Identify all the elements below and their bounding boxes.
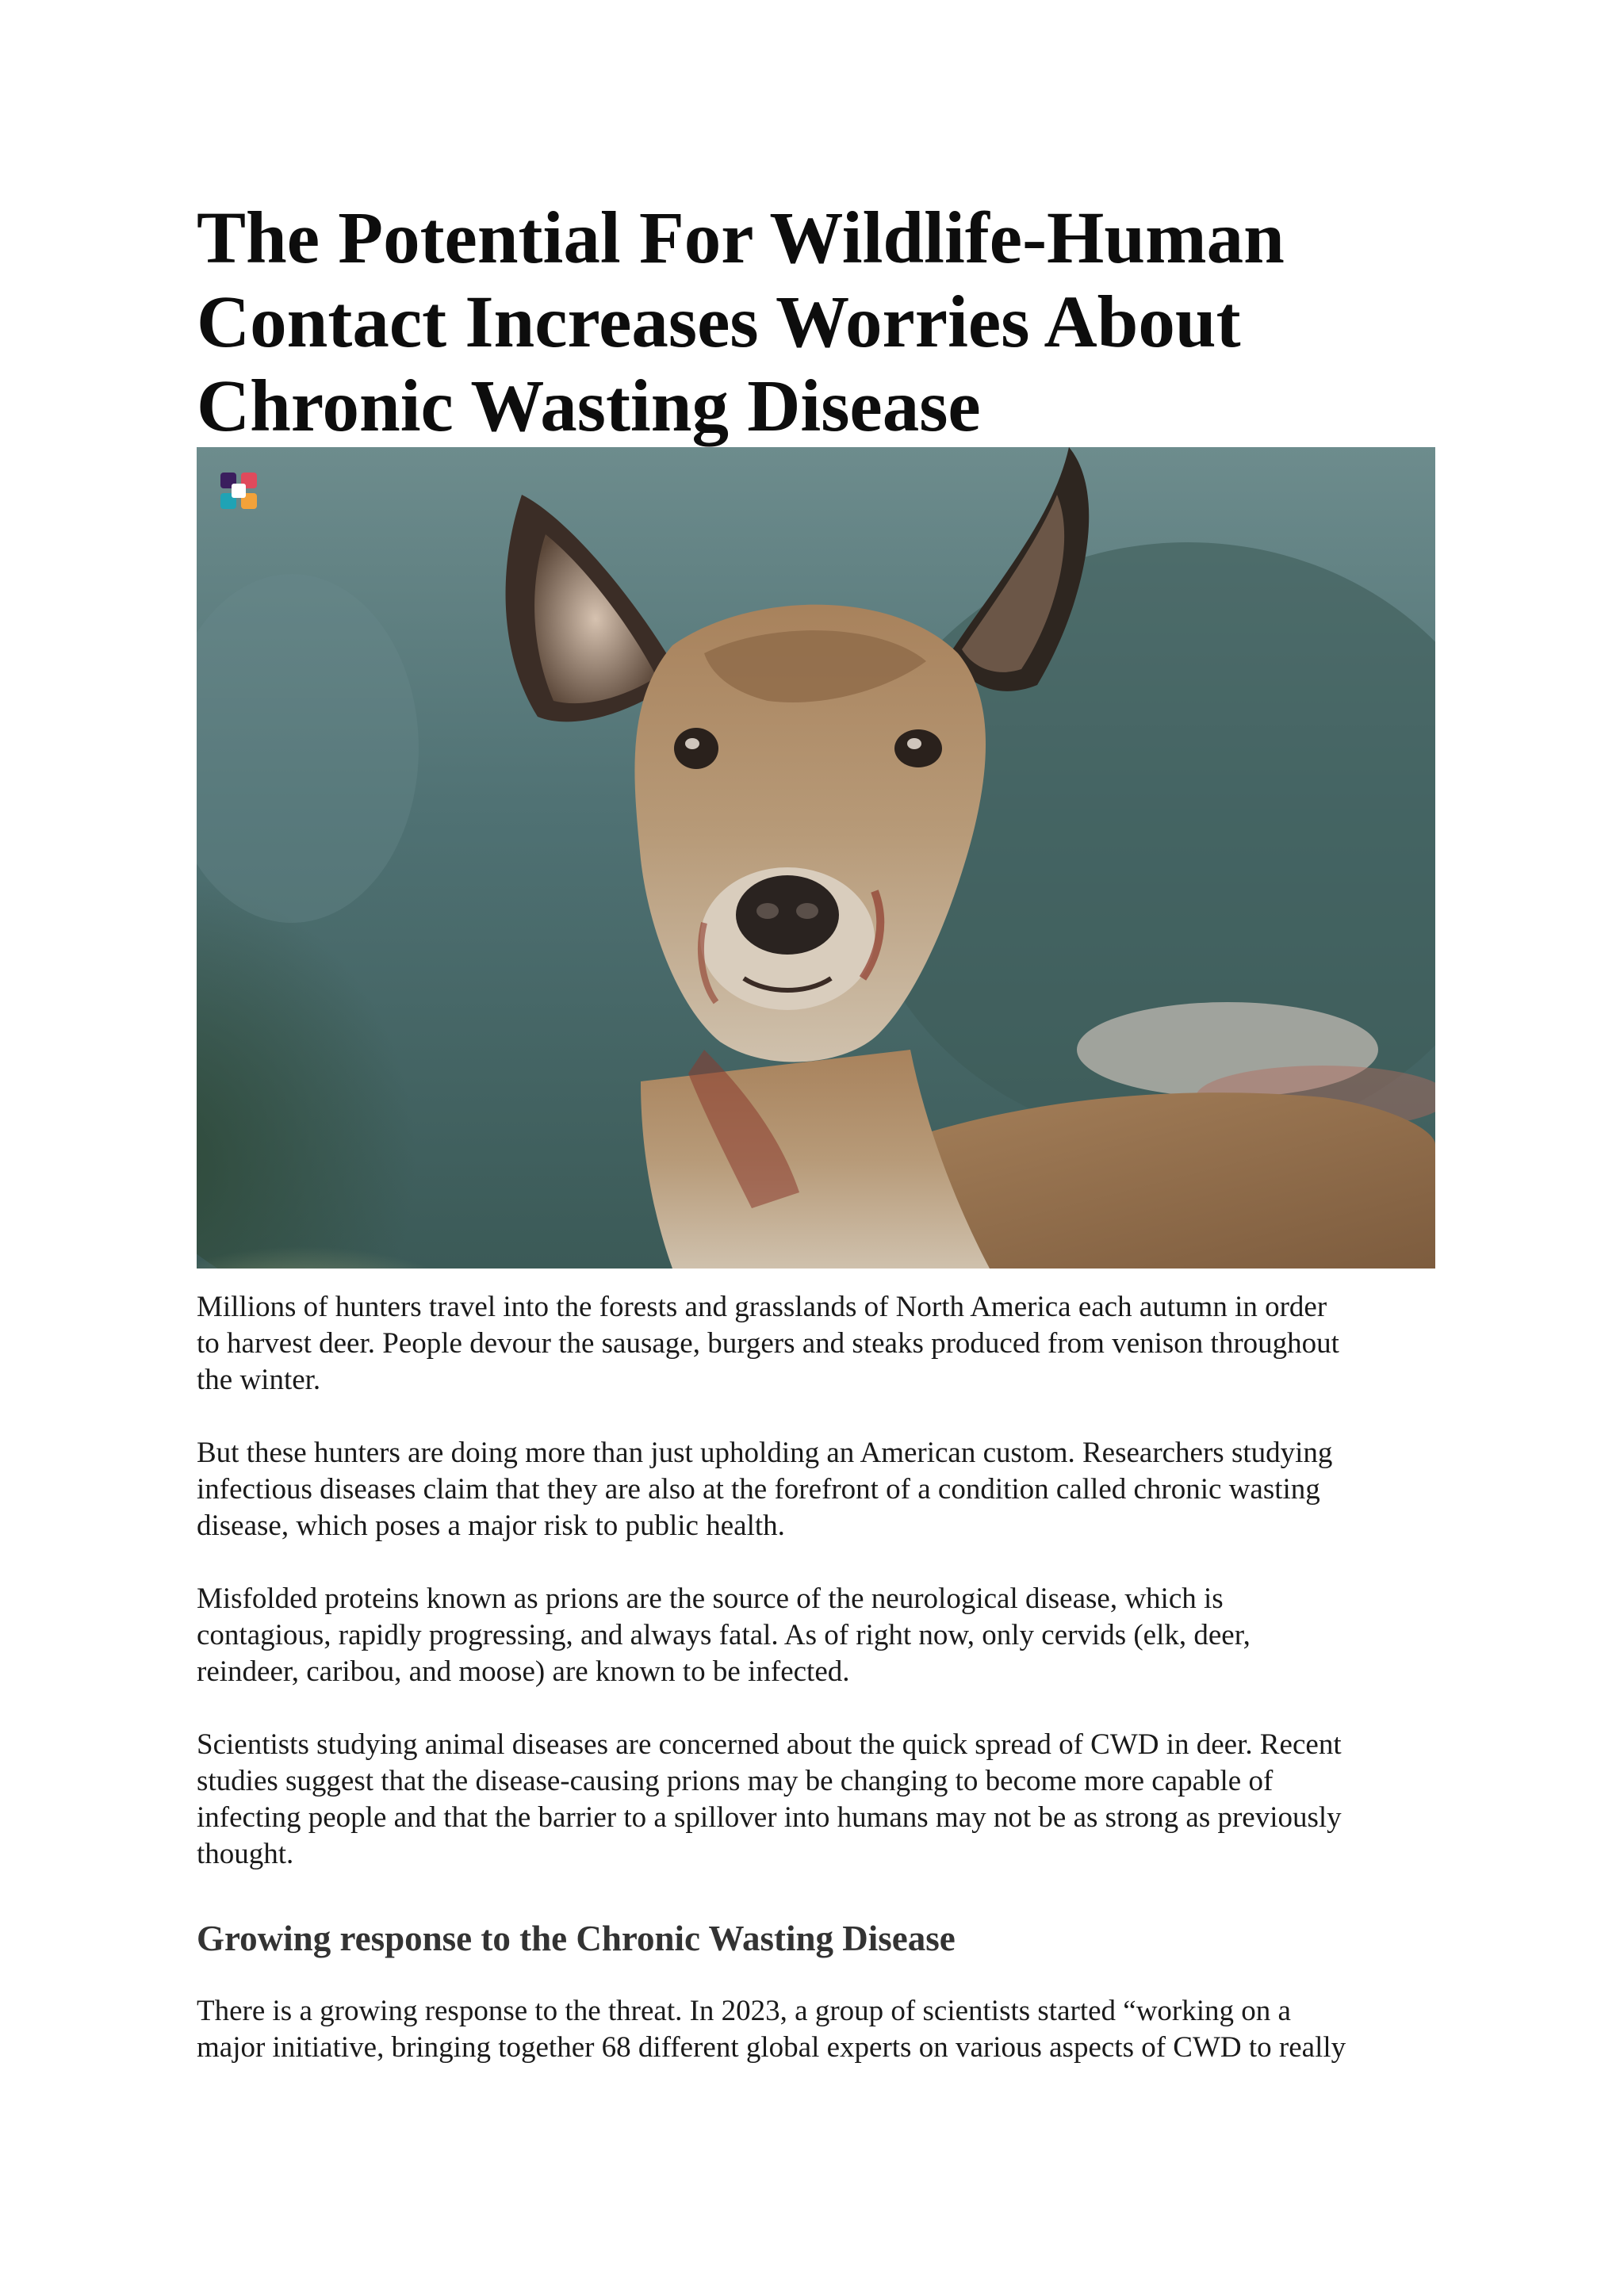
paragraph-2: But these hunters are doing more than just upholding an American custom. Researchers studying infectious diseases claim that they are also at the forefront of a condition called chronic wasting disease, which poses a major risk to public health.: [197, 1437, 1333, 1542]
article-body: [197, 1289, 1435, 2103]
hero-image: [197, 447, 1435, 1269]
section-heading: Growing response to the Chronic Wasting Disease: [197, 1919, 956, 1958]
paragraph-1: Millions of hunters travel into the forests and grasslands of North America each autumn in order to harvest deer. People devour the sausage, burgers and steaks produced from venison throughout the winter.: [197, 1291, 1339, 1396]
brand-logo-icon: [216, 468, 262, 514]
paragraph-4: Scientists studying animal diseases are concerned about the quick spread of CWD in deer. Recent studies suggest that the disease-causing prions may be changing to become more capable of infecting people and that the barrier to a spillover into humans may not be as strong as previously thought.: [197, 1728, 1342, 1870]
paragraph-3: Misfolded proteins known as prions are the source of the neurological disease, which is contagious, rapidly progressing, and always fatal. As of right now, only cervids (elk, deer, reindeer, caribou, and moose) are known to be infected.: [197, 1582, 1251, 1688]
paragraph-5: There is a growing response to the threat. In 2023, a group of scientists started “working on a major initiative, bringing together 68 different global experts on various aspects of CWD to really: [197, 1995, 1346, 2064]
article-title: The Potential For Wildlife-Human Contact Increases Worries About Chronic Wasting Disease: [197, 197, 1285, 447]
